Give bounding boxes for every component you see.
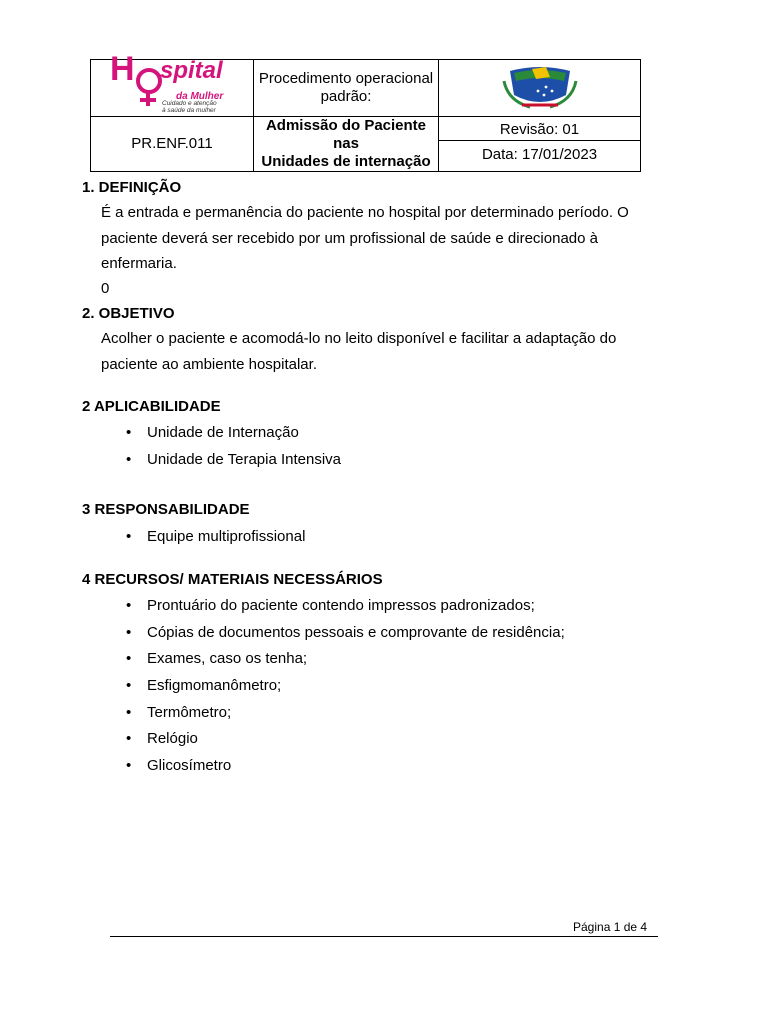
paragraph-line: É a entrada e permanência do paciente no hospital por determinado período. O [101, 204, 629, 221]
bullet-icon: • [126, 730, 132, 747]
hospital-logo-cell [91, 50, 254, 117]
document-code: PR.ENF.011 [91, 117, 254, 172]
bullet-icon: • [126, 624, 132, 641]
section-heading-recursos: 4 RECURSOS/ MATERIAIS NECESSÁRIOS [82, 571, 383, 588]
list-item: Cópias de documentos pessoais e comprovante de residência; [147, 624, 565, 641]
footer-divider [110, 936, 658, 937]
list-item: Prontuário do paciente contendo impressos padronizados; [147, 597, 535, 614]
section-heading-aplicabilidade: 2 APLICABILIDADE [82, 398, 221, 415]
paragraph-line: paciente ao ambiente hospitalar. [101, 356, 317, 373]
list-item: Unidade de Terapia Intensiva [147, 451, 342, 468]
crest-cell [439, 60, 641, 117]
paragraph-line: enfermaria. [101, 255, 177, 272]
revision-label: Revisão: 01 [439, 120, 640, 141]
document-header-table [90, 50, 641, 172]
hospital-logo: H spital da Mulher Cuidado e atenção à saúde da mulher [110, 50, 224, 114]
section-heading-definicao: 1. DEFINIÇÃO [82, 179, 182, 196]
list-item: Glicosímetro [147, 757, 232, 774]
paragraph-line: paciente deverá ser recebido por um profissional de saúde e direcionado à [101, 230, 598, 247]
bullet-icon: • [126, 704, 132, 721]
list-item: Esfigmomanômetro; [147, 677, 282, 694]
venus-symbol-icon [136, 68, 162, 94]
list-item: Equipe multiprofissional [147, 528, 306, 545]
procedure-title: Procedimento operacional [258, 70, 434, 87]
state-crest-icon [500, 61, 580, 111]
paragraph-line: 0 [101, 280, 110, 297]
paragraph-line: Acolher o paciente e acomodá-lo no leito disponível e facilitar a adaptação do [101, 330, 617, 347]
page-number: Página 1 de 4 [573, 920, 648, 934]
bullet-icon: • [126, 677, 132, 694]
bullet-icon: • [126, 528, 132, 545]
list-item: Unidade de Internação [147, 424, 299, 441]
procedure-title-cell: Procedimento operacional padrão: [254, 60, 439, 117]
list-item: Termômetro; [147, 704, 232, 721]
revision-date-cell [439, 117, 641, 172]
section-heading-objetivo: 2. OBJETIVO [82, 305, 175, 322]
section-heading-responsabilidade: 3 RESPONSABILIDADE [82, 501, 250, 518]
list-item: Relógio [147, 730, 198, 747]
date-label: Data: 17/01/2023 [481, 145, 598, 163]
bullet-icon: • [126, 451, 132, 468]
bullet-icon: • [126, 597, 132, 614]
bullet-icon: • [126, 757, 132, 774]
procedure-subject-cell: Admissão do Paciente nas Unidades de internação [254, 117, 439, 172]
bullet-icon: • [126, 424, 132, 441]
list-item: Exames, caso os tenha; [147, 650, 308, 667]
bullet-icon: • [126, 650, 132, 667]
